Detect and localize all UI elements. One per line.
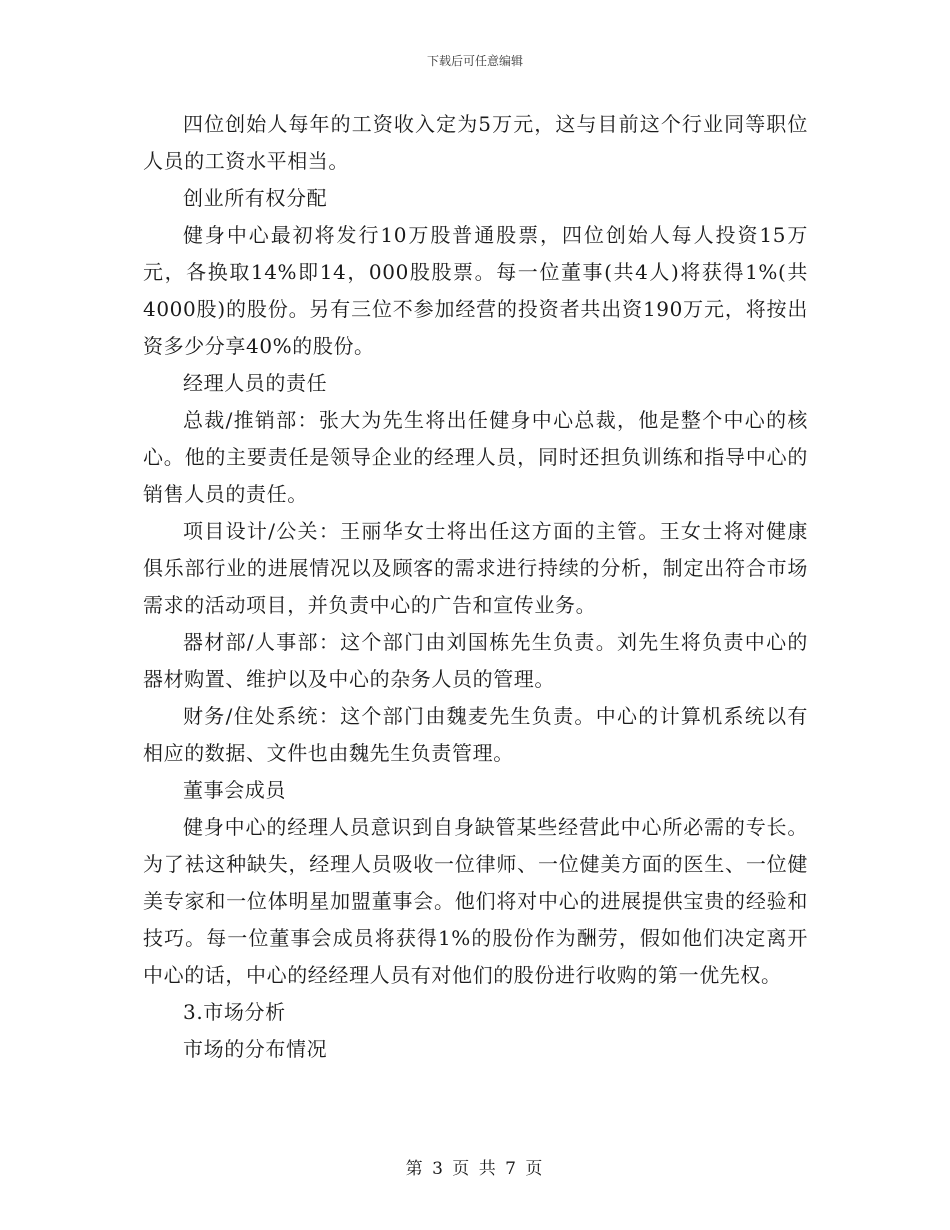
section-heading-market-distribution: 市场的分布情况: [183, 1037, 328, 1061]
paragraph-founder-salary: 四位创始人每年的工资收入定为5万元，这与目前这个行业同等职位人员的工资水平相当。: [143, 112, 808, 173]
paragraph-finance: 财务/住处系统：这个部门由魏麦先生负责。中心的计算机系统以有相应的数据、文件也由魏先生负责管理。: [143, 704, 808, 765]
paragraph-president: 总裁/推销部：张大为先生将出任健身中心总裁，他是整个中心的核心。他的主要责任是领导企业的经理人员，同时还担负训练和指导中心的销售人员的责任。: [143, 408, 808, 506]
paragraph-project-design: 项目设计/公关：王丽华女士将出任这方面的主管。王女士将对健康俱乐部行业的进展情况以及顾客的需求进行持续的分析，制定出符合市场需求的活动项目，并负责中心的广告和宣传业务。: [143, 519, 808, 617]
section-heading-management: 经理人员的责任: [183, 371, 328, 395]
section-heading-market-analysis: 3.市场分析: [183, 1000, 286, 1024]
paragraph-equipment: 器材部/人事部：这个部门由刘国栋先生负责。刘先生将负责中心的器材购置、维护以及中心的杂务人员的管理。: [143, 630, 808, 691]
paragraph-shares: 健身中心最初将发行10万股普通股票，四位创始人每人投资15万元，各换取14%即14，000股股票。每一位董事(共4人)将获得1%(共4000股)的股份。另有三位不参加经营的投资者共出资190万元，将按出资多少分享40%的股份。: [143, 223, 808, 358]
section-heading-ownership: 创业所有权分配: [183, 186, 328, 210]
page-header-note: 下载后可任意编辑: [426, 54, 523, 68]
paragraph-board-members: 健身中心的经理人员意识到自身缺管某些经营此中心所必需的专长。为了袪这种缺失，经理人员吸收一位律师、一位健美方面的医生、一位健美专家和一位体明星加盟董事会。他们将对中心的进展提供宝贵的经验和技巧。每一位董事会成员将获得1%的股份作为酬劳，假如他们决定离开中心的话，中心的经经理人员有对他们的股份进行收购的第一优先权。: [143, 815, 808, 987]
page-number: 第 3 页 共 7 页: [405, 1159, 545, 1179]
document-body: [143, 106, 808, 1068]
section-heading-board: 董事会成员: [183, 778, 286, 802]
